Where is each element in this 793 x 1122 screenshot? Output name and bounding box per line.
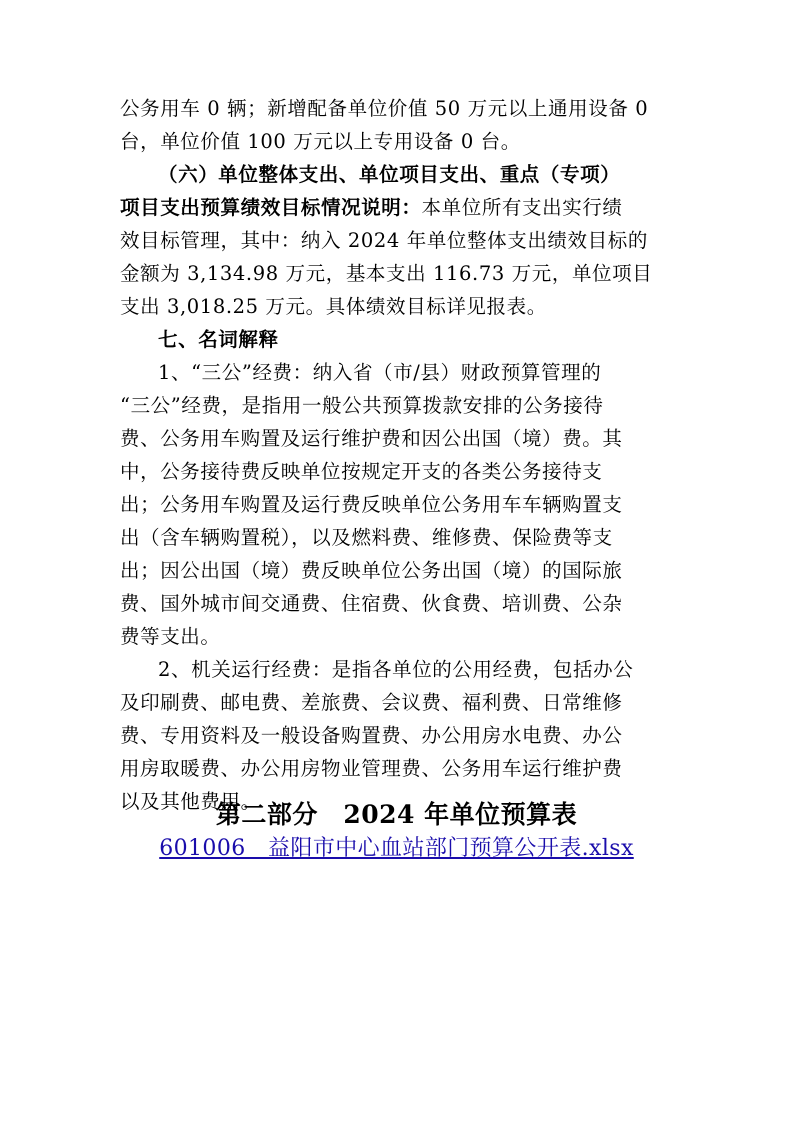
body-line: “三公”经费，是指用一般公共预算拨款安排的公务接待 xyxy=(120,394,604,417)
budget-file-link[interactable]: 601006 益阳市中心血站部门预算公开表.xlsx xyxy=(159,836,634,861)
body-line: 出；公务用车购置及运行费反映单位公务用车车辆购置支 xyxy=(120,493,623,516)
body-line: 出；因公出国（境）费反映单位公务出国（境）的国际旅 xyxy=(120,559,623,582)
body-line: 费等支出。 xyxy=(120,625,221,648)
body-line: 费、公务用车购置及运行维护费和因公出国（境）费。其 xyxy=(120,427,623,450)
document-body xyxy=(120,92,685,818)
body-line: 台，单位价值 100 万元以上专用设备 0 台。 xyxy=(120,130,521,153)
part-two-title: 第二部分 2024 年单位预算表 xyxy=(215,800,578,829)
body-line: 及印刷费、邮电费、差旅费、会议费、福利费、日常维修 xyxy=(120,691,623,714)
subsection-heading: （六）单位整体支出、单位项目支出、重点（专项） xyxy=(158,163,621,186)
body-line: 出（含车辆购置税），以及燃料费、维修费、保险费等支 xyxy=(120,526,613,549)
subsection-heading-continued: 项目支出预算绩效目标情况说明： xyxy=(120,196,422,219)
body-line: 公务用车 0 辆；新增配备单位价值 50 万元以上通用设备 0 xyxy=(120,97,649,120)
body-line: 中，公务接待费反映单位按规定开支的各类公务接待支 xyxy=(120,460,603,483)
body-line: 支出 3,018.25 万元。具体绩效目标详见报表。 xyxy=(120,295,547,318)
body-line: 费、专用资料及一般设备购置费、办公用房水电费、办公 xyxy=(120,724,623,747)
body-line: 金额为 3,134.98 万元，基本支出 116.73 万元，单位项目 xyxy=(120,262,653,285)
body-line: 1、“三公”经费：纳入省（市/县）财政预算管理的 xyxy=(158,361,602,384)
body-line: 用房取暖费、办公用房物业管理费、公务用车运行维护费 xyxy=(120,757,623,780)
body-line: 以及其他费用。 xyxy=(120,790,261,813)
body-line: 费、国外城市间交通费、住宿费、伙食费、培训费、公杂 xyxy=(120,592,623,615)
body-line xyxy=(120,191,685,224)
body-line: 效目标管理，其中：纳入 2024 年单位整体支出绩效目标的 xyxy=(120,229,648,252)
body-text-run: 本单位所有支出实行绩 xyxy=(421,196,623,219)
body-line: 2、机关运行经费：是指各单位的公用经费，包括办公 xyxy=(158,658,634,681)
section-heading: 七、名词解释 xyxy=(158,328,279,351)
